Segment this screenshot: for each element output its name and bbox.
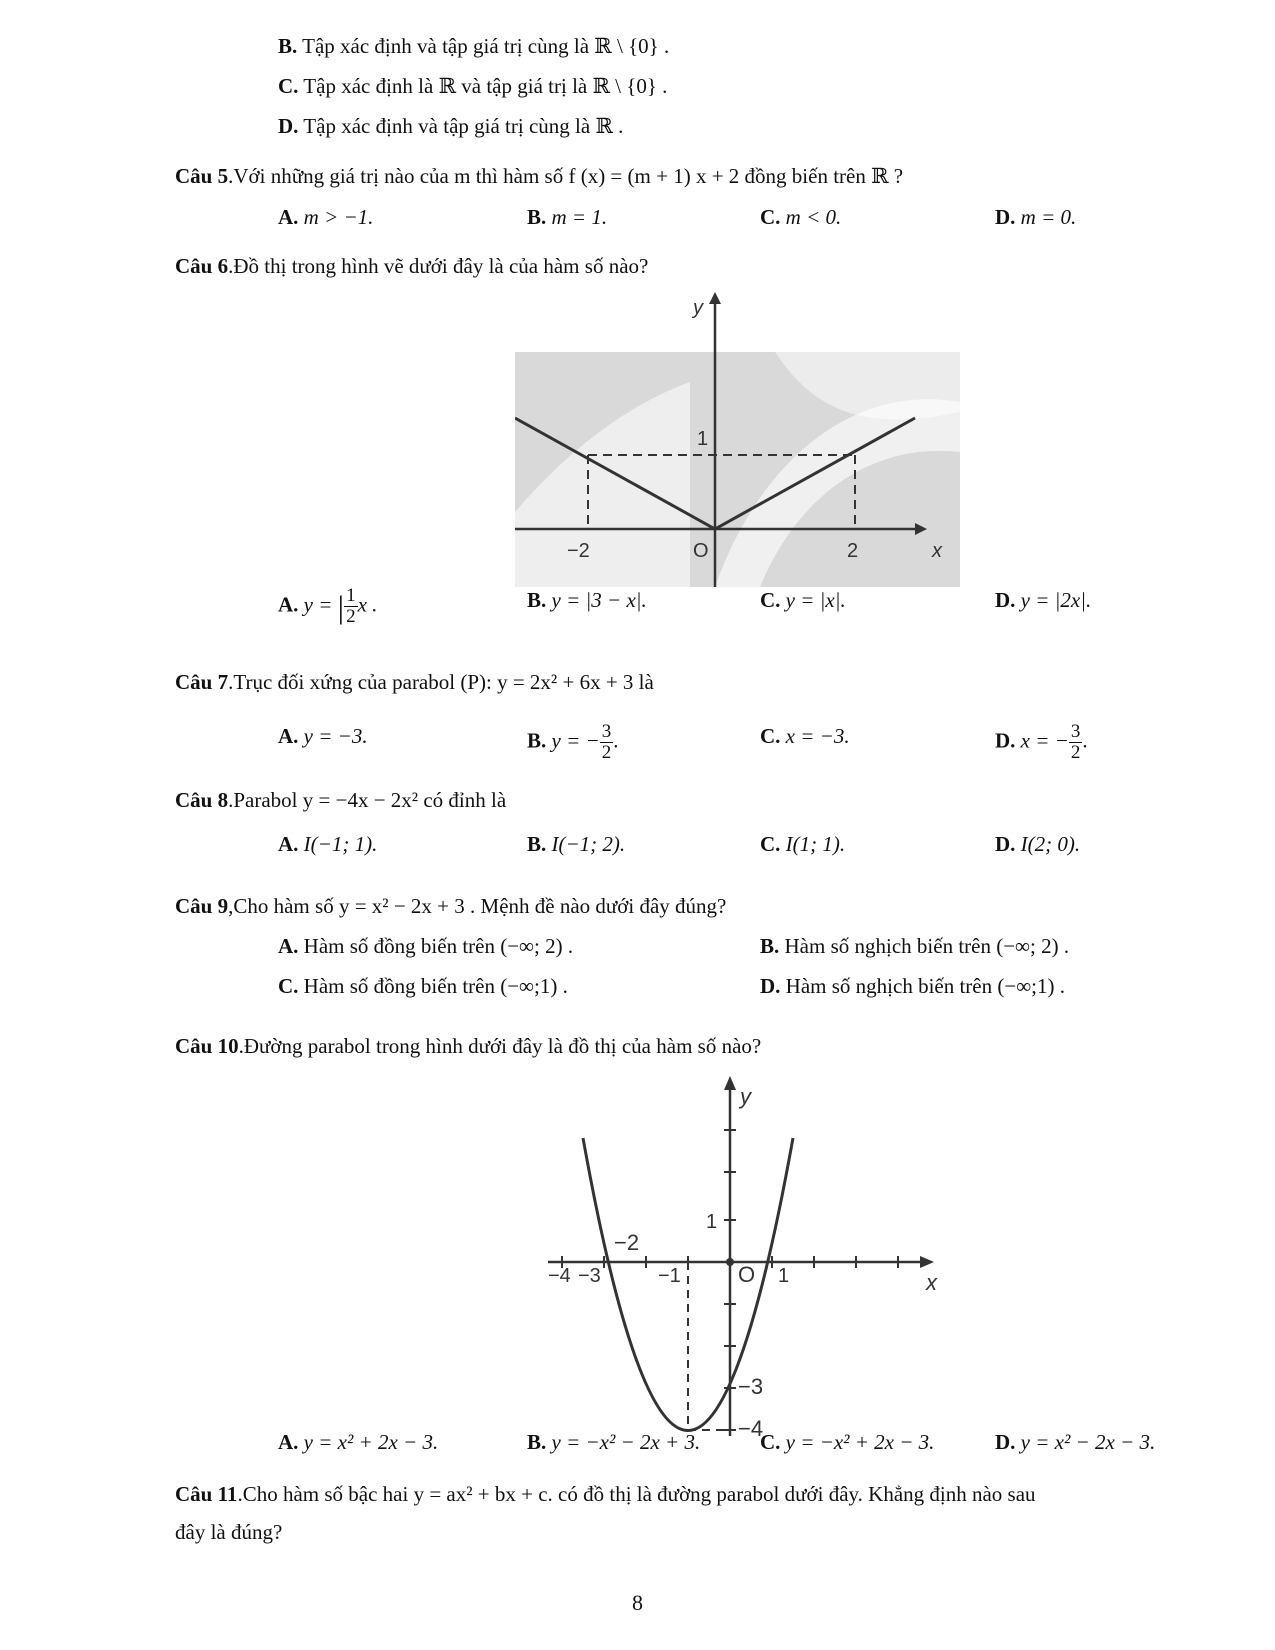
question-text: .Cho hàm số bậc hai y = ax² + bx + c. có đồ thị là đường parabol dưới đây. Khẳng định nào sau xyxy=(237,1482,1036,1506)
question-text: .Đường parabol trong hình dưới đây là đồ thị của hàm số nào? xyxy=(238,1034,762,1058)
question-title: Câu 9 xyxy=(175,894,229,918)
q4-option-d xyxy=(278,112,623,140)
q5-question xyxy=(175,162,903,190)
question-title: Câu 11 xyxy=(175,1482,238,1506)
q9-option-a: A. Hàm số đồng biến trên (−∞; 2) . xyxy=(278,934,574,958)
q10-option-c: C. y = −x² + 2x − 3. xyxy=(760,1430,935,1454)
q4-option-b xyxy=(278,32,669,60)
q5-option-b: B. m = 1. xyxy=(527,205,608,229)
q10-graph xyxy=(548,1076,948,1446)
tick-label: 1 xyxy=(706,1211,718,1233)
tick-label: −4 xyxy=(738,1416,764,1441)
question-title: Câu 5 xyxy=(175,164,229,188)
q10-option-b: B. y = −x² − 2x + 3. xyxy=(527,1430,701,1454)
q8-option-a: A. I(−1; 1). xyxy=(278,832,378,856)
option-text: Tập xác định là ℝ và tập giá trị là ℝ \ {0} . xyxy=(303,74,668,98)
question-text: .Với những giá trị nào của m thì hàm số f (x) = (m + 1) x + 2 đồng biến trên ℝ ? xyxy=(228,164,904,188)
q5-option-a: A. m > −1. xyxy=(278,205,374,229)
q11-question xyxy=(175,1480,1036,1508)
x-axis-label: x xyxy=(926,1270,937,1295)
q7-option-b: B. y = − $\frac{3}{2}$ . xyxy=(527,721,619,763)
tick-label: −1 xyxy=(658,1265,681,1287)
question-text: ,Cho hàm số y = x² − 2x + 3 . Mệnh đề nào dưới đây đúng? xyxy=(228,894,727,918)
y-axis-label: y xyxy=(740,1084,751,1109)
option-label: B. xyxy=(278,34,298,58)
tick-label: 1 xyxy=(778,1265,790,1287)
y-axis-arrow xyxy=(709,292,721,304)
q6-graph xyxy=(515,292,960,592)
q5-option-c: C. m < 0. xyxy=(760,205,842,229)
q11-question-continued xyxy=(175,1518,282,1546)
question-text: .Parabol y = −4x − 2x² có đỉnh là xyxy=(228,788,507,812)
y-axis-label: y xyxy=(693,297,703,319)
tick-label: −3 xyxy=(738,1374,764,1399)
q9-option-c: C. Hàm số đồng biến trên (−∞;1) . xyxy=(278,974,568,998)
question-title: Câu 7 xyxy=(175,670,229,694)
q10-question xyxy=(175,1032,761,1060)
q6-option-d: D. y = |2x|. xyxy=(995,588,1092,612)
q8-option-d: D. I(2; 0). xyxy=(995,832,1081,856)
option-text: Tập xác định và tập giá trị cùng là ℝ . xyxy=(303,114,624,138)
q10-option-d: D. y = x² − 2x − 3. xyxy=(995,1430,1156,1454)
tick-label: O xyxy=(693,540,709,562)
q6-option-a: A. y = | $\frac{1}{2}$ x . xyxy=(278,585,378,627)
q7-option-a: A. y = −3. xyxy=(278,724,368,748)
q8-option-b: B. I(−1; 2). xyxy=(527,832,626,856)
q9-option-d: D. Hàm số nghịch biến trên (−∞;1) . xyxy=(760,974,1066,998)
question-text: .Đồ thị trong hình vẽ dưới đây là của hàm số nào? xyxy=(228,254,649,278)
q7-question xyxy=(175,668,654,696)
option-label: D. xyxy=(278,114,299,138)
q6-question xyxy=(175,252,648,280)
tick-label: −2 xyxy=(614,1230,640,1255)
q6-option-b: B. y = |3 − x|. xyxy=(527,588,647,612)
tick-label: 1 xyxy=(697,428,709,450)
q8-option-c: C. I(1; 1). xyxy=(760,832,846,856)
q4-option-c xyxy=(278,72,667,100)
tick-label: 2 xyxy=(847,540,859,562)
tick-label: −3 xyxy=(578,1265,601,1287)
q9-question xyxy=(175,892,726,920)
option-text: Tập xác định và tập giá trị cùng là ℝ \ {0} . xyxy=(302,34,670,58)
q7-option-d: D. x = − $\frac{3}{2}$ . xyxy=(995,721,1088,763)
question-title: Câu 10 xyxy=(175,1034,239,1058)
origin-label: O xyxy=(738,1262,756,1287)
question-title: Câu 8 xyxy=(175,788,229,812)
q7-option-c: C. x = −3. xyxy=(760,724,850,748)
question-title: Câu 6 xyxy=(175,254,229,278)
q6-option-c: C. y = |x|. xyxy=(760,588,846,612)
page-number: 8 xyxy=(632,1590,643,1615)
q10-option-a: A. y = x² + 2x − 3. xyxy=(278,1430,439,1454)
tick-label: −4 xyxy=(548,1265,571,1287)
x-axis-label: x xyxy=(932,540,942,562)
q8-question xyxy=(175,786,506,814)
question-text: .Trục đối xứng của parabol (P): y = 2x² + 6x + 3 là xyxy=(228,670,654,694)
q5-option-d: D. m = 0. xyxy=(995,205,1077,229)
q9-option-b: B. Hàm số nghịch biến trên (−∞; 2) . xyxy=(760,934,1070,958)
origin-point xyxy=(726,1258,734,1266)
question-text: đây là đúng? xyxy=(175,1520,283,1544)
tick-label: −2 xyxy=(567,540,590,562)
option-label: C. xyxy=(278,74,299,98)
